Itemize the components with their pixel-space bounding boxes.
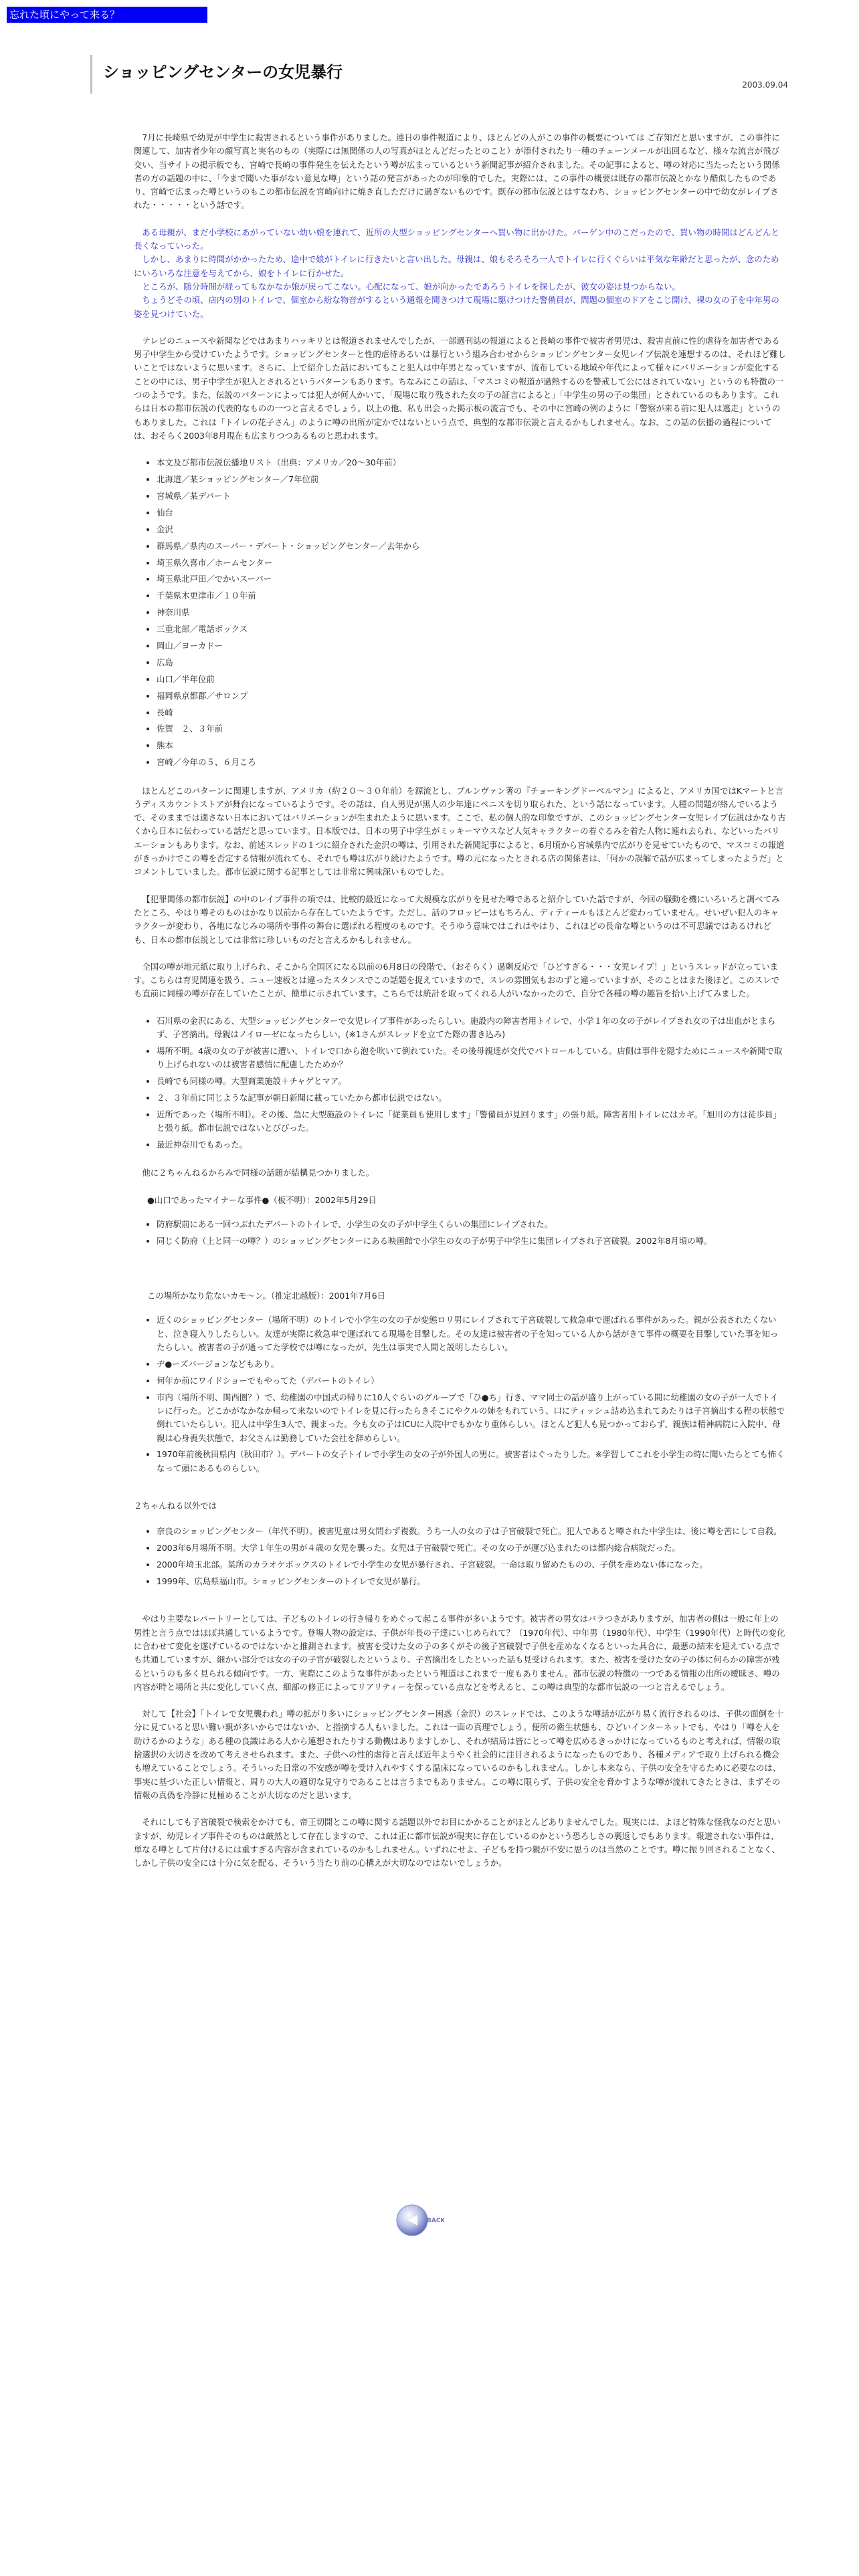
body-paragraph: 【犯罪関係の都市伝説】の中のレイプ事件の項では、比較的最近になって大規模な広がりを見せた噂であると紹介していた話ですが、今回の騒動を機にいろいろと調べてみたところ、やはり噂そのものはかなり以前から存在していたようです。ただし、話のフロッピーはもちろん、ディティールもほとんど変わっていません。せいぜい犯人のキャラクターが変わり、各地になじみの場所や事件の舞台に選ばれる程度のものです。そうゆう意味ではこれはやはり、これほどの長命な噂というのは不可思議ではあるけれども、日本の都市伝説としては非常に珍しいものだと言えるかもしれません。 xyxy=(134,893,780,945)
page-title: ショッピングセンターの女児暴行 xyxy=(103,63,343,82)
rumor-list xyxy=(134,1313,786,1475)
section-heading: この場所かなり危ないカモ〜ン。（推定北越版）：2001年7月6日 xyxy=(147,1291,386,1301)
location-list-item: • 熊本 xyxy=(157,739,786,752)
body-paragraph: 他に２ちゃんねるからみで同様の話題が結構見つかりました。 xyxy=(142,1168,375,1178)
body-paragraph: 対して【社会】「トイレで女児襲われ」噂の拡がり多いにショッピングセンター困惑（金沢）のスレッドでは、このような噂話が広がり易く流行されるのは、子供の面倒を十分に見ていると思い難い親が多いからではないか、と指摘する人もいました。これは一面の真理でしょう。便所の衛生状態も、ひどいインターネットでも、やはり「噂を人を助けるかのような」ある種の良識はある人から連想されたりする動機はありますしかし、それが結局は皆にとって噂を広めるきっかけになっているものと考えれば、情報の取捨選択の大切さを改めて考えさせられます。また、子供への性的虐待と言えば近年ようやく社会的に注目されるようになったものであり、各種メディアで取り上げられる機会も増えていることでしょう。そういった日常の不安感が噂を受け入れやすくする温床になっているのかもしれません。しかし本来なら、子供の安全を守るために必要なのは、事実に基づいた正しい情報と、周りの大人の適切な見守りであることは言うまでもありません。この噂に限らず、子供の安全を脅かすような噂が流れてきたときは、まずその情報の真偽を冷静に見極めることが大切なのだと思います。 xyxy=(134,1709,783,1800)
location-list-item: • 金沢 xyxy=(157,523,786,536)
location-list-item: • 宮崎／今年の５、６月ころ xyxy=(157,756,786,769)
rumor-list xyxy=(134,1525,786,1588)
location-list-item: • 北海道／某ショッピングセンター／7年位前 xyxy=(157,473,786,486)
story-paragraph: ある母親が、まだ小学校にあがっていない幼い娘を連れて、近所の大型ショッピングセンターへ買い物に出かけた。バーゲン中のこだったので、買い物の時間はどんどんと長くなっていった。 xyxy=(134,227,779,251)
body-paragraph: ほとんどこのパターンに関連しますが、アメリカ（約２０〜３０年前）を源流とし、ブルンヴァン著の『チョーキングドーベルマン』によると、アメリカ国ではKマートと言うディスカウントストアが舞台になっているようです。その話は、白人男児が黒人の少年達にペニスを切り取られた、という話になっています。人種の問題が絡んでいるようで、そのままでは適さない日本においてはバリエーションが生まれたように思います。ここで、私の個人的な印象ですが、このショッピングセンター女児レイプ伝説はかなり古くから日本に伝わっている話だと思っています。日本版では、日本の男子中学生がミッキーマウスなど人気キャラクターの着ぐるみを着た人物に連れ去られ、などいったバリエーションもあります。なお、前述スレッドの１つに紹介された金沢の噂は、引用された新聞記事によると、6月頃から宮城県内で広がりを見せていたもので、マスコミの報道がきっかけでこの噂を否定する情報が流れても、それでも噂は広がり続けたようです。噂の元になったとされる店の関係者は、「何かの誤解で話が広まってしまったようだ」とコメントしていました。都市伝説に関する記事としては非常に興味深いものでした。 xyxy=(134,785,786,877)
rumor-list-item: • 1970年前後秋田県内（秋田市？）。デパートの女子トイレで小学生の女の子が外国人の男に。被害者はぐったりした。※学習してこれを小学生の時に聞いたらとても怖くなって頭にあるものらしい。 xyxy=(157,1448,786,1475)
back-label: BACK xyxy=(427,2218,444,2224)
rumor-list-item: • 長崎でも同様の噂。大型商業施設＋チャゲとマア。 xyxy=(157,1075,786,1088)
rumor-list-item: • 奈良のショッピングセンター（年代不明）。被害児童は男女問わず複数。うち一人の女の子は子宮破裂で死亡。犯人であると噂された中学生は、後に噂を苦にして自殺。 xyxy=(157,1525,786,1538)
location-list-item: • 埼玉県北戸田／でかいスーパー xyxy=(157,572,786,586)
location-list-item: • 埼玉県久喜市／ホームセンター xyxy=(157,556,786,570)
rumor-list-item: • 近所であった（場所不明）。その後、急に大型施設のトイレに「従業員も使用します」「警備員が見回ります」の張り紙。障害者用トイレにはカギ。「旭川の方は徒歩員」と張り紙。都市伝説ではないとびびった。 xyxy=(157,1108,786,1136)
section-heading: ●山口であったマイナーな事件●（板不明）：2002年5月29日 xyxy=(147,1194,377,1205)
rumor-list xyxy=(134,1218,786,1248)
location-list-item: • 佐賀 ２、３年前 xyxy=(157,722,786,736)
article-date: 2003.09.04 xyxy=(742,80,788,90)
location-list-item: • 山口／半年位前 xyxy=(157,673,786,686)
article-body xyxy=(134,131,786,1883)
article-header xyxy=(90,55,788,94)
section-heading: ２ちゃんねる以外では xyxy=(134,1501,217,1511)
body-paragraph: やはり主要なレパートリーとしては、子どものトイレの行き帰りをめぐって起こる事件が多いようです。被害者の男女はバラつきがありますが、加害者の側は一般に年上の男性と言う点ではほぼ共通しているようです。登場人物の設定は、子供が年長の子達にいじめられて？（1970年代）、中年男（1980年代）、中学生（1990年代）と時代の変化に合わせて変化を遂げているのではないかと推測されます。被害を受けた女の子の多くがその後子宮破裂で子供を産めなくなるといった具合に、最悪の結末を迎えている点でも共通していますが、細かい部分では女の子の子宮が破裂したというより、子宮摘出をしたといった話も見受けられます。また、被害を受けた女の子の体に何らかの障害が残るというのも多く見られる傾向です。一方、実際にこのような事件があったという報道はこれまで一度もありません。都市伝説の特徴の一つである情報の出所の曖昧さ、噂の内容が時と場所と共に変化していく点、細部の修正によってリアリティーを保っている点などを考えると、この噂は典型的な都市伝説の一つと言えるでしょう。 xyxy=(134,1614,785,1692)
body-paragraph: それにしても子宮破裂で検索をかけても、帝王切開とこの噂に関する話題以外でお目にかかることがほとんどありませんでした。現実には、よほど特殊な怪我なのだと思いますが、幼児レイプ事件そのものは厳然として存在しますので、これは正に都市伝説が現実に存在しているのかという恐ろしさの裏返しでもあります。報道されない事件は、単なる噂として片付けるには重すぎる内容が含まれているのかもしれません。いずれにせよ、子どもを持つ親が不安に思うのは当然のことです。噂に振り回されることなく、しかし子供の安全には十分に気を配る、そういう当たり前の心構えが大切なのではないでしょうか。 xyxy=(134,1817,781,1868)
rumor-list-item: • 近くのショッピングセンター（場所不明）のトイレで小学生の女の子が変態ロリ男にレイプされて子宮破裂して救急車で運ばれる事件があった。親が公表されたくないと、泣き寝入りしたらしい。友達が実際に救急車で運ばれてる現場を目撃した。その友達は被害者の子を知っている人から話がきて事件の概要を目撃していた事を知ったらしい。被害者の子が通ってた学校では噂になったが、先生は事実で人間と説明したらしい。 xyxy=(157,1313,786,1354)
location-list-item: • 三重北部／電話ボックス xyxy=(157,623,786,636)
location-list xyxy=(134,456,786,769)
location-list-item: • 千葉県木更津市／１０年前 xyxy=(157,589,786,603)
site-title[interactable]: 忘れた頃にやって来る？ xyxy=(9,9,120,21)
body-paragraph: テレビのニュースや新聞などではあまりハッキリとは報道されませんでしたが、一部週刊誌の報道によると長崎の事件で被害者男児は、殺害直前に性的虐待を加害者である男子中学生から受けていたようです。ショッピングセンターと性的虐待あるいは暴行という組み合わせからショッピングセンター女児レイプ伝説を連想するのは、それほど難しいことではないように思います。さらに、上で紹介した話においてもこと犯人は中年男となっていますが、流布している地域や年代によって様々にバリエーションが変化することの中には、男子中学生が犯人とされるというパターンもあります。ちなみにこの話は、「マスコミの報道が過熱するのを警戒して公にはされていない」というのも特徴の一つのようです。また、伝説のパターンによっては犯人が何人かいて、「現場に取り残された女の子の証言によると」「中学生の男の子の集団」とされているのもあります。これらは日本の都市伝説の代表的なものの一つと言えるでしょう。以上の他、私も出会った掲示板の流言でも、その中に宮崎の例のように「警察が来る前に犯人は逃走」というのもありました。これは「トイレの花子さん」のように噂の出所が定かではないという点で、典型的な都市伝説と言えるかもしれません。なお、この話の伝播の過程については、おそらく2003年8月現在も広まりつつあるものと思われます。 xyxy=(134,335,786,441)
location-list-item: • 岡山／ヨーカドー xyxy=(157,639,786,653)
rumor-list-item: • 最近神奈川でもあった。 xyxy=(157,1138,786,1152)
rumor-list-item: • 防府駅前にある一回つぶれたデパートのトイレで、小学生の女の子が中学生くらいの集団にレイプされた。 xyxy=(157,1218,786,1231)
rumor-list-item: • 同じく防府（上と同一の噂？）のショッピングセンターにある映画館で小学生の女の子が男子中学生に集団レイプされ子宮破裂。2002年8月頃の噂。 xyxy=(157,1235,786,1248)
rumor-list-item: • ２、３年前に同じような記事が朝日新聞に載っていたから都市伝説ではない。 xyxy=(157,1091,786,1105)
location-list-item: • 仙台 xyxy=(157,506,786,520)
rumor-list-item: • 2003年6月場所不明。大学１年生の男が４歳の女児を襲った。女児は子宮破裂で死亡。その女の子が運び込まれたのは都内総合病院だった。 xyxy=(157,1541,786,1555)
rumor-list-item: • 市内（場所不明、関西圏？）で、幼稚園の中国式の帰りに10人ぐらいのグループで「ひ●ち」行き、ママ同士の話が盛り上がっている間に幼稚園の女の子が一人でトイレに行った。どこかがなかなか帰って来ないのでトイレを見に行ったらきそこにやクルの姉をもれていう、口にティッシュ詰め込まれてあたりは子宮摘出する程の状態で倒れていたらしい。犯人は中学生3人で、親まった。今も女の子はICUに入院中でもかなり重体らしい。ほとんど犯人も見つかっておらず、親族は精神病院に入院中、母親は心身喪失状態で、お父さんは勤務していた会社を辞めらしい。 xyxy=(157,1391,786,1445)
back-icon[interactable] xyxy=(395,2202,444,2239)
rumor-list xyxy=(134,1014,786,1152)
location-list-item: • 長崎 xyxy=(157,706,786,720)
location-list-item: • 福岡県京都郡／サロンプ xyxy=(157,689,786,703)
rumor-list-item: • 石川県の金沢にある、大型ショッピングセンターで女児レイプ事件があったらしい。施設内の障害者用トイレで、小学１年の女の子がレイプされ女の子は出血がとまらず、子宮摘出。母親はノイローゼになったらしい。(※1さんがスレッドを立てた際の書き込み) xyxy=(157,1014,786,1042)
location-list-item: • 神奈川県 xyxy=(157,606,786,619)
rumor-list-item: • 2000年埼玉北部。某所のカラオケボックスのトイレで小学生の女児が暴行され、子宮破裂。一命は取り留めたものの、子供を産めない体になった。 xyxy=(157,1558,786,1572)
body-paragraph: 全国の噂が地元紙に取り上げられ、そこから全国区になる以前の6月8日の段階で、（おそらく）過剰反応で「ひどすぎる・・・女児レイプ！」というスレッドが立っています。こちらは育児関連を扱う、ニュー速板とは違ったスタンスでこの話題を捉えていますので、スレの雰囲気もおのずと違っていますが、そのことはまた後ほど。このスレでも直前に同様の噂が存在していたことが、簡単に示されています。こちらでは統計を取ってくれる人がいなかったので、自分で各種の噂の趣旨を拾い上げてみました。 xyxy=(134,961,779,999)
rumor-list-item: • ヂ●ーズバージョンなどもあり。 xyxy=(157,1358,786,1371)
location-list-item: • 宮城県／某デパート xyxy=(157,490,786,503)
rumor-list-item: • 何年か前にワイドショーでもやってた（デパートのトイレ） xyxy=(157,1374,786,1388)
rumor-list-item: • 場所不明。4歳の女の子が被害に遭い、トイレで口から泡を吹いて倒れていた。その後母親達が交代でパトロールしている。店側は事件を隠すためにニュースや新聞で取り上げられないのは被害者感情に配慮したためか？ xyxy=(157,1045,786,1072)
location-list-item: • 広島 xyxy=(157,656,786,669)
location-list-item: • 本文及び都市伝説伝播地リスト（出典：アメリカ／20〜30年前） xyxy=(157,456,786,469)
intro-paragraph: 7月に長崎県で幼児が中学生に殺害されるという事件がありました。連日の事件報道により、ほとんどの人がこの事件の概要については ご存知だと思いますが、この事件に関連して、加害者少年の顔写真と実名のもの（実際には無関係の人の写真がほとんどだったとのこと）が添付されたり一種のチェーンメールが出回るなど、様々な流言が飛び交い、当サイトの掲示板でも、宮崎で長崎の事件発生を伝えたという噂が広まっているという新聞記事が紹介されました。その記事によると、噂の対応に当たったという関係者の方の話題の中に、「今まで聞いた事がない意見な噂」という話の発言があったのが印象的でした。実際には、この事件の概要は既存の都市伝説とかなり酷似したものであり、宮崎で広まった噂というのもこの都市伝説を宮崎向けに焼き直しただけに過ぎないものです。既存の都市伝説とはすなわち、ショッピングセンターの中で幼女がレイプされた・・・・・という話です。 xyxy=(134,132,780,211)
location-list-item: • 群馬県／県内のスーパー・デパート・ショッピングセンター／去年から xyxy=(157,540,786,553)
story-paragraph: しかし、あまりに時間がかかったため、途中で娘がトイレに行きたいと言い出した。母親は、娘もそろそろ一人でトイレに行くぐらいは平気な年齢だと思ったが、念のためにいろいろな注意を与えてから、娘をトイレに行かせた。 xyxy=(134,254,779,278)
story-paragraph: ちょうどその頃、店内の別のトイレで、個室から紛な物音がするという通報を聞きつけて現場に駆けつけた警備員が、問題の個室のドアをこじ開け、裸の女の子を中年男の姿を見つけていた。 xyxy=(134,295,779,319)
site-title-bar[interactable] xyxy=(7,7,207,23)
story-paragraph: ところが、随分時間が経ってもなかなか娘が戻ってこない。心配になって、娘が向かったであろうトイレを探したが、彼女の姿は見つからない。 xyxy=(142,281,680,292)
rumor-list-item: • 1999年、広島県福山市。ショッピングセンターのトイレで女児が暴行。 xyxy=(157,1575,786,1588)
back-button[interactable] xyxy=(395,2202,444,2239)
